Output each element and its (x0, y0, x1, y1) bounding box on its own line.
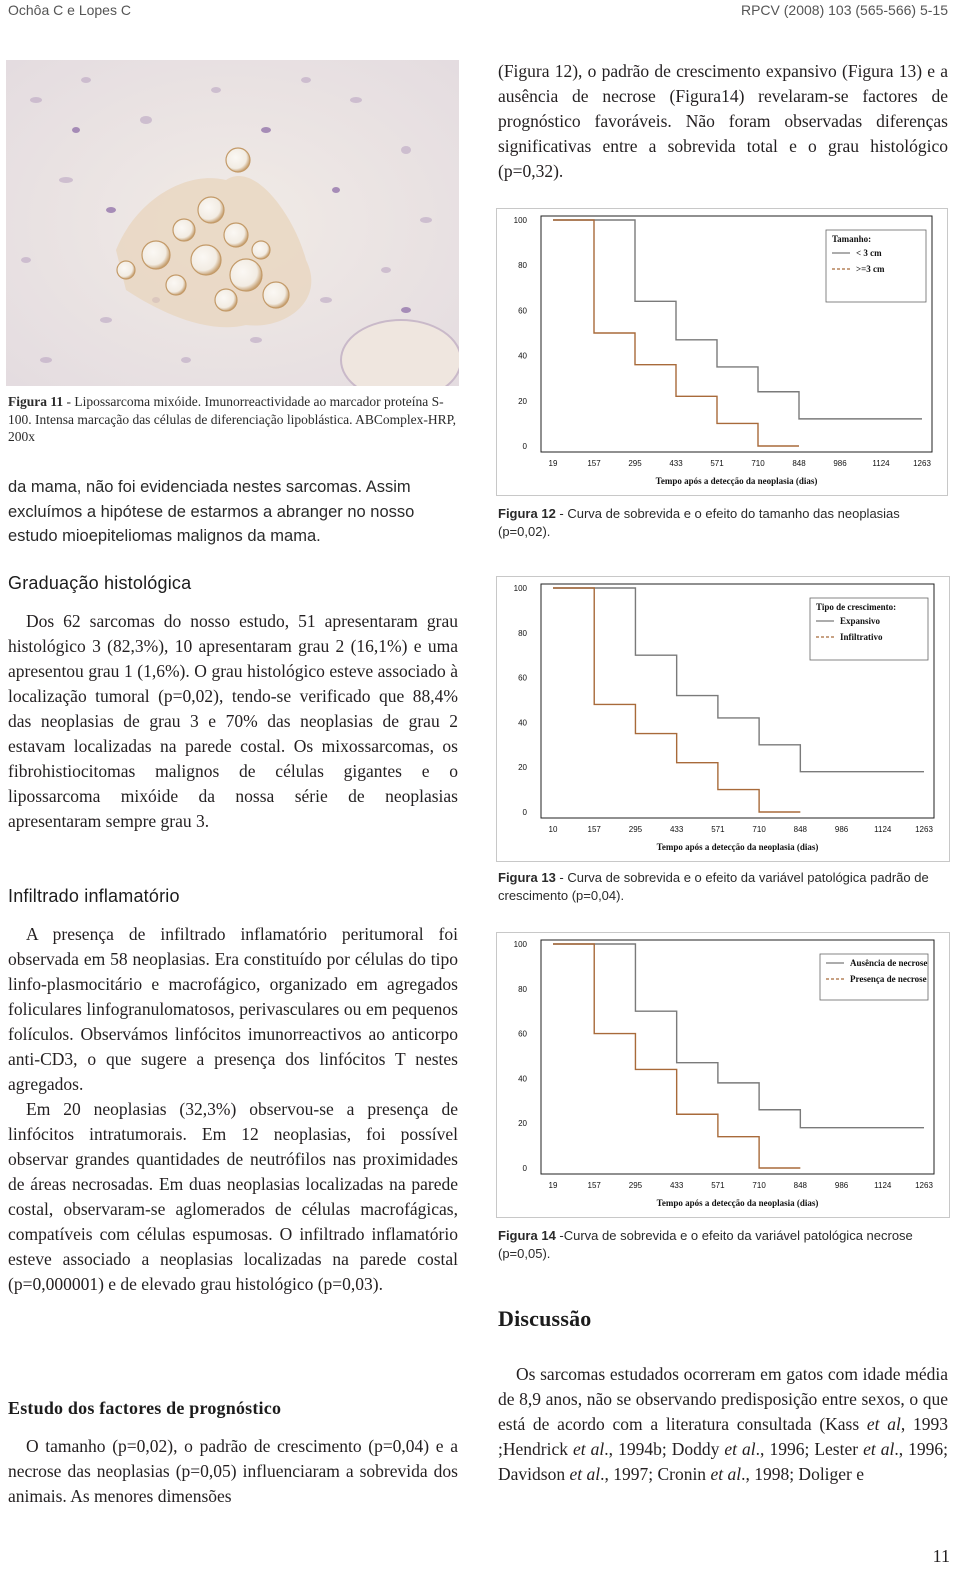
x-tick-label: 433 (669, 825, 684, 834)
x-tick-label: 848 (793, 1181, 808, 1190)
x-tick-label: 157 (587, 1181, 601, 1190)
y-tick-label: 0 (522, 1164, 527, 1173)
infiltrado-body (8, 922, 458, 1297)
x-tick-label: 295 (628, 459, 642, 468)
x-tick-label: 710 (752, 1181, 766, 1190)
figure-11-caption (8, 393, 458, 446)
graduacao-body (8, 609, 458, 834)
figure-14-svg (496, 932, 950, 1218)
figure-13-label: Figura 13 (498, 870, 556, 885)
x-axis-title: Tempo após a detecção da neoplasia (dias) (655, 476, 818, 486)
figure-14-chart (496, 932, 950, 1218)
legend-entry: >=3 cm (856, 264, 885, 274)
x-tick-label: 1263 (915, 825, 933, 834)
x-tick-label: 10 (548, 825, 558, 834)
running-header-journal: RPCV (2008) 103 (565-566) 5-15 (740, 2, 948, 18)
y-tick-label: 100 (513, 584, 527, 593)
figure-13-text: - Curva de sobrevida e o efeito da variável patológica padrão de crescimento (p=0,04). (498, 870, 929, 903)
figure-11-text: - Lipossarcoma mixóide. Imunorreactividade ao marcador proteína S-100. Intensa marcação das células de diferenciação lipoblástica. ABComplex-HRP, 200x (8, 394, 456, 444)
y-tick-label: 40 (518, 718, 527, 728)
figure-12-caption (498, 505, 948, 541)
y-tick-label: 60 (518, 306, 527, 316)
x-tick-label: 986 (833, 459, 847, 468)
figure-12-svg (496, 208, 948, 496)
legend-entry: Infiltrativo (840, 632, 883, 642)
y-tick-label: 40 (518, 1074, 527, 1084)
discussao-text-a: Os sarcomas estudados ocorreram em gatos com idade média de 8,9 anos, não se observando predisposição entre sexos, o que está de acordo com a literatura consultada (Kass (498, 1364, 948, 1434)
figure-13-caption (498, 869, 948, 905)
et-al-1: et al (866, 1414, 901, 1434)
x-tick-label: 1124 (874, 1181, 892, 1190)
legend-title: Tamanho: (832, 234, 872, 244)
section-heading-discussao: Discussão (498, 1306, 592, 1331)
discussao-text-c: ., 1994b; Doddy (604, 1439, 725, 1459)
x-tick-label: 157 (587, 825, 601, 834)
figure-14-text: -Curva de sobrevida e o efeito da variável patológica necrose (p=0,05). (498, 1228, 913, 1261)
et-al-6: et al (710, 1464, 742, 1484)
y-tick-label: 100 (513, 940, 527, 949)
x-tick-label: 571 (711, 1181, 725, 1190)
factores-paragraph: O tamanho (p=0,02), o padrão de crescimento (p=0,04) e a necrose das neoplasias (p=0,05) influenciaram a sobrevida dos animais. As menores dimensões (8, 1436, 458, 1506)
figure-12-label: Figura 12 (498, 506, 556, 521)
section-heading-infiltrado: Infiltrado inflamatório (8, 886, 180, 906)
x-tick-label: 710 (752, 825, 766, 834)
figure-13-chart (496, 576, 950, 862)
et-al-5: et al (569, 1464, 601, 1484)
et-al-3: et al (724, 1439, 756, 1459)
et-al-4: et al (863, 1439, 895, 1459)
x-tick-label: 848 (793, 825, 808, 834)
micrograph-image (6, 60, 459, 386)
x-tick-label: 571 (711, 825, 725, 834)
legend-entry: < 3 cm (856, 248, 882, 258)
legend-title: Tipo de crescimento: (816, 602, 897, 612)
x-tick-label: 433 (669, 1181, 684, 1190)
x-tick-label: 1124 (874, 825, 892, 834)
infiltrado-paragraph-2: Em 20 neoplasias (32,3%) observou-se a presença de linfócitos intratumorais. Em 12 neoplasias, foi possível observar grandes quantidades de neutrófilos nas proximidades de áreas necrosadas. Em duas neoplasias localizadas na parede costal, observaram-se aglomerados de células macrofágicas, compatíveis com células espumosas. O infiltrado inflamatório esteve associado a neoplasias localizadas na parede costal (p=0,000001) e de elevado grau histológico (p=0,03). (8, 1099, 458, 1294)
legend-entry: Expansivo (840, 616, 881, 626)
discussao-paragraph (498, 1362, 948, 1487)
page-number: 11 (932, 1546, 950, 1566)
discussao-text-d: ., 1996; Lester (755, 1439, 864, 1459)
section-heading-factores: Estudo dos factores de prognóstico (8, 1398, 282, 1418)
x-axis-title: Tempo após a detecção da neoplasia (dias) (656, 842, 819, 852)
discussao-text-f: ., 1997; Cronin (600, 1464, 711, 1484)
figure-12-chart (496, 208, 948, 496)
section-heading-graduacao: Graduação histológica (8, 573, 192, 593)
x-tick-label: 19 (548, 1181, 558, 1190)
x-tick-label: 295 (628, 825, 643, 834)
x-tick-label: 295 (628, 1181, 643, 1190)
x-tick-label: 433 (669, 459, 683, 468)
figure-12-text: - Curva de sobrevida e o efeito do tamanho das neoplasias (p=0,02). (498, 506, 900, 539)
x-tick-label: 19 (548, 459, 558, 468)
y-tick-label: 0 (522, 808, 527, 817)
figure-14-caption (498, 1227, 948, 1263)
right-intro-paragraph: (Figura 12), o padrão de crescimento expansivo (Figura 13) e a ausência de necrose (Figura14) revelaram-se factores de prognóstico favoráveis. Não foram observadas diferenças significativas entre a sobrevida total e o grau histológico (p=0,32). (498, 61, 948, 181)
discussao-body (498, 1362, 948, 1487)
x-tick-label: 571 (710, 459, 724, 468)
y-tick-label: 80 (518, 984, 527, 994)
x-tick-label: 1124 (872, 459, 890, 468)
y-tick-label: 60 (518, 1029, 527, 1039)
y-tick-label: 20 (518, 1119, 527, 1129)
factores-body (8, 1434, 458, 1509)
figure-11-label: Figura 11 (8, 394, 64, 409)
discussao-text-e: ., 1996; Davidson (498, 1439, 949, 1484)
x-tick-label: 1263 (913, 459, 931, 468)
y-tick-label: 0 (522, 442, 527, 451)
legend-entry: Ausência de necrose (850, 958, 928, 968)
graduacao-paragraph: Dos 62 sarcomas do nosso estudo, 51 apresentaram grau histológico 3 (82,3%), 10 apresentaram grau 2 (16,1%) e uma apresentou grau 1 (1,6%). O grau histológico esteve associado à localização tumoral (p=0,02), tendo-se verificado que 88,4% das neoplasias de grau 3 e 70% das neoplasias de grau 2 estavam localizadas na parede costal. Os mixossarcomas, os fibrohistiocitomas malignos de células gigantes e o lipossarcoma mixóide da nossa série de neoplasias apresentaram sempre grau 3. (8, 611, 458, 831)
x-axis-title: Tempo após a detecção da neoplasia (dias) (656, 1198, 819, 1208)
y-tick-label: 20 (518, 763, 527, 773)
left-intro-paragraph: da mama, não foi evidenciada nestes sarcomas. Assim excluímos a hipótese de estarmos a abranger no nosso estudo mioepiteliomas malignos da mama. (8, 478, 415, 545)
et-al-2: et al (573, 1439, 605, 1459)
running-header-authors: Ochôa C e Lopes C (8, 2, 131, 18)
x-tick-label: 710 (751, 459, 765, 468)
figure-13-svg (496, 576, 950, 862)
y-tick-label: 80 (518, 628, 527, 638)
x-tick-label: 848 (792, 459, 806, 468)
y-tick-label: 100 (513, 216, 527, 225)
figure-14-label: Figura 14 (498, 1228, 556, 1243)
y-tick-label: 60 (518, 673, 527, 683)
x-tick-label: 986 (834, 825, 849, 834)
right-intro-body (498, 59, 948, 184)
y-tick-label: 40 (518, 351, 527, 361)
legend-entry: Presença de necrose (850, 974, 927, 984)
y-tick-label: 80 (518, 261, 527, 271)
x-tick-label: 157 (587, 459, 601, 468)
discussao-text-b: , 1993 ;Hendrick (498, 1414, 948, 1459)
infiltrado-paragraph-1: A presença de infiltrado inflamatório peritumoral foi observada em 58 neoplasias. Era constituído por células do tipo linfo-plasmocitário e macrofágico, organizado em agregados foliculares linfogranulomatosos, perivasculares ou em pequenos folículos. Observámos linfócitos imunorreactivos ao anticorpo anti-CD3, o que sugere a presença dos linfócitos T nestes agregados. (8, 924, 458, 1094)
x-tick-label: 986 (834, 1181, 849, 1190)
discussao-text-g: ., 1998; Doliger e (741, 1464, 865, 1484)
x-tick-label: 1263 (915, 1181, 933, 1190)
y-tick-label: 20 (518, 396, 527, 406)
